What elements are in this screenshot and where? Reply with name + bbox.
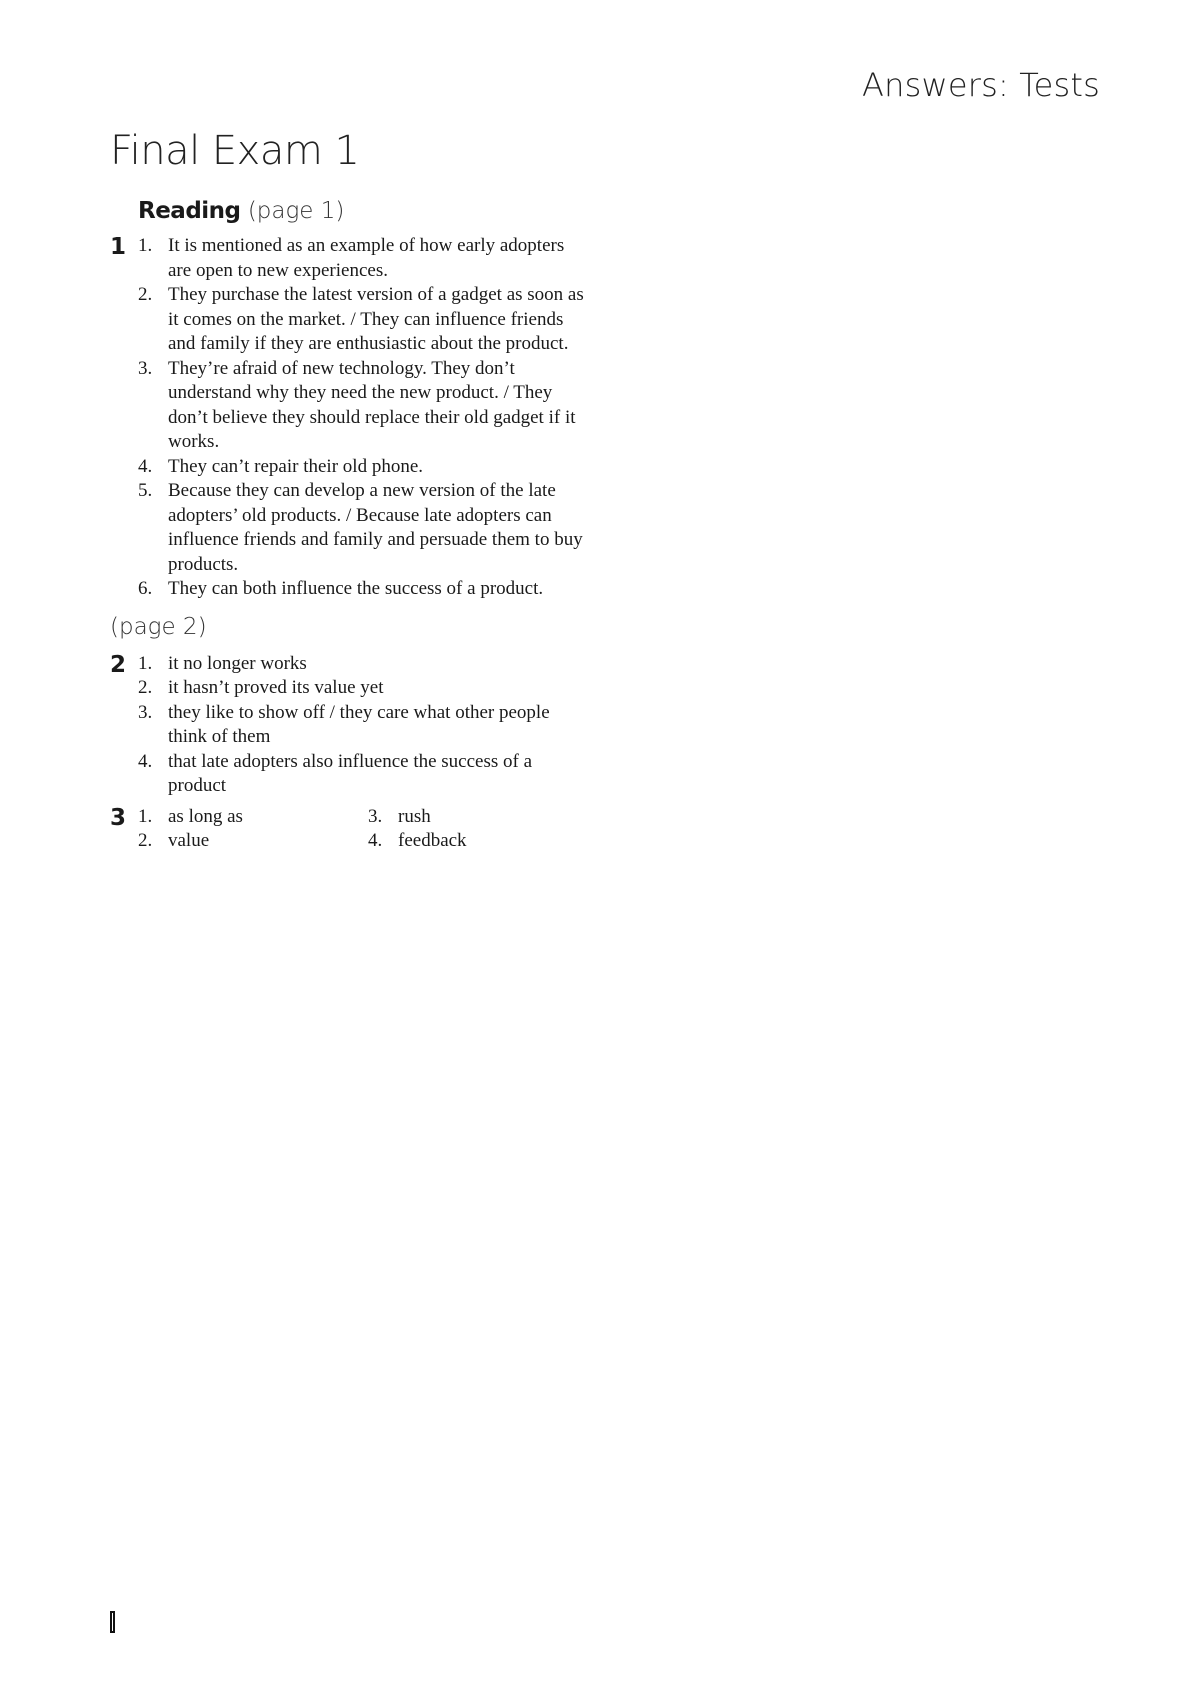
item-number: 4. <box>368 830 383 851</box>
list-item <box>368 829 568 854</box>
item-text: they like to show off / they care what other people think of them <box>168 701 550 747</box>
exercise-number: 2 <box>110 651 127 678</box>
item-text: They purchase the latest version of a gadget as soon as it comes on the market. / They can influence friends and family if they are enthusiastic about the product. <box>168 284 584 354</box>
item-text: value <box>168 830 210 851</box>
item-text: They can’t repair their old phone. <box>168 455 423 477</box>
item-text: It is mentioned as an example of how early adopters are open to new experiences. <box>168 235 565 281</box>
answer-grid <box>110 805 590 854</box>
section-page-ref: (page 1) <box>247 198 345 224</box>
list-item <box>138 283 590 357</box>
item-text: it no longer works <box>168 652 307 674</box>
item-number: 4. <box>138 455 153 477</box>
item-number: 5. <box>138 480 153 501</box>
running-head: Answers: Tests <box>862 66 1100 104</box>
exercise-2 <box>110 652 590 799</box>
exercise-number: 1 <box>110 234 127 260</box>
page-title: Final Exam 1 <box>110 128 360 174</box>
page-number-box <box>110 1611 115 1633</box>
list-item <box>138 652 590 677</box>
list-item <box>138 676 590 701</box>
list-item <box>138 479 590 577</box>
item-number: 1. <box>138 805 153 827</box>
item-text: it hasn’t proved its value yet <box>168 677 384 698</box>
section-label: Reading <box>138 198 241 224</box>
item-number: 2. <box>138 830 153 851</box>
list-item <box>138 829 368 854</box>
answer-content <box>110 196 590 860</box>
item-text: feedback <box>398 830 467 851</box>
item-number: 4. <box>138 750 153 772</box>
list-item <box>138 701 590 750</box>
list-item <box>138 357 590 455</box>
item-number: 3. <box>138 701 153 723</box>
item-text: They can both influence the success of a product. <box>168 578 544 599</box>
section-heading-reading <box>138 196 590 226</box>
item-number: 2. <box>138 284 153 305</box>
item-number: 3. <box>138 357 153 379</box>
item-number: 3. <box>368 805 383 827</box>
answer-list <box>110 652 590 799</box>
list-item <box>138 750 590 799</box>
list-item <box>138 577 590 602</box>
page-2-heading: (page 2) <box>110 613 207 640</box>
list-item <box>138 234 590 283</box>
list-item <box>138 805 368 830</box>
item-text: that late adopters also influence the success of a product <box>168 750 533 796</box>
exercise-1 <box>110 234 590 602</box>
item-number: 2. <box>138 677 153 698</box>
item-number: 1. <box>138 235 153 256</box>
exercise-3 <box>110 805 590 854</box>
exercise-number: 3 <box>110 804 127 831</box>
item-number: 1. <box>138 652 153 674</box>
item-text: They’re afraid of new technology. They don’t understand why they need the new product. / They don’t believe they should replace their old gadget if it works. <box>168 357 576 452</box>
list-item <box>368 805 568 830</box>
list-item <box>138 455 590 480</box>
item-text: rush <box>398 805 431 827</box>
item-text: Because they can develop a new version of the late adopters’ old products. / Because late adopters can influence friends and family and persuade them to buy products. <box>168 480 583 575</box>
item-number: 6. <box>138 578 153 599</box>
answer-list <box>110 234 590 602</box>
item-text: as long as <box>168 805 243 827</box>
